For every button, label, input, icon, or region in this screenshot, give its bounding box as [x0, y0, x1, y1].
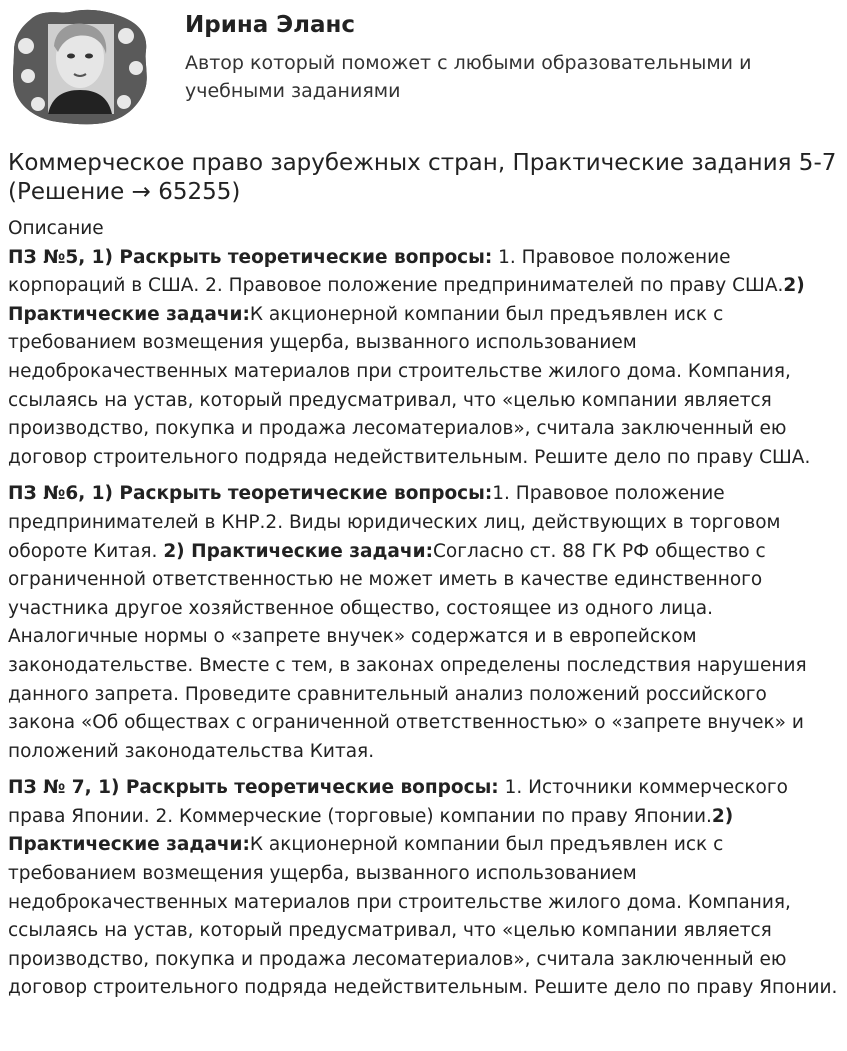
task-theory: 1. Правовое положение предпринимателей в КНР.2. Виды юридических лиц, действующих в торговом обороте Китая.	[8, 483, 781, 562]
task-5	[8, 244, 838, 473]
author-header	[0, 0, 847, 135]
task-practice-heading: 2) Практические задачи:	[8, 275, 805, 325]
author-description: Автор который поможет с любыми образовательными и учебными заданиями	[185, 52, 752, 102]
page-title: Коммерческое право зарубежных стран, Практические задания 5-7 (Решение → 65255)	[8, 150, 837, 205]
task-heading: ПЗ №6, 1) Раскрыть теоретические вопросы:	[8, 483, 493, 505]
description-content	[8, 215, 838, 1011]
task-practice: К акционерной компании был предъявлен иск с требованием возмещения ущерба, вызванного использованием недоброкачественных материалов при строительстве жилого дома. Компания, ссылаясь на устав, который предусматривал, что «целью компании является производство, покупка и продажа лесоматериалов», считала заключенный ею договор строительного подряда недействительным. Решите дело по праву США.	[8, 303, 811, 468]
task-theory: 1. Правовое положение корпораций в США. 2. Правовое положение предпринимателей по праву США.	[8, 246, 784, 297]
task-practice-heading: 2) Практические задачи:	[163, 540, 433, 562]
task-practice-heading: 2) Практические задачи:	[8, 805, 734, 856]
task-6	[8, 480, 838, 766]
task-heading: ПЗ №5, 1) Раскрыть теоретические вопросы:	[8, 246, 493, 268]
task-practice: К акционерной компании был предъявлен иск с требованием возмещения ущерба, вызванного использованием недоброкачественных материалов при строительстве жилого дома. Компания, ссылаясь на устав, который предусматривал, что «целью компании является производство, покупка и продажа лесоматериалов», считала заключенный ею договор строительного подряда недействительным. Решите дело по праву Японии.	[8, 834, 838, 999]
section-label: Описание	[8, 218, 104, 239]
task-7	[8, 774, 838, 1003]
author-avatar	[8, 6, 152, 128]
task-heading: ПЗ № 7, 1) Раскрыть теоретические вопросы:	[8, 777, 499, 799]
task-theory: 1. Источники коммерческого права Японии. 2. Коммерческие (торговые) компании по праву Японии.	[8, 777, 788, 827]
author-name: Ирина Эланс	[185, 12, 356, 38]
task-practice: Согласно ст. 88 ГК РФ общество с ограниченной ответственностью не может иметь в качестве единственного участника другое хозяйственное общество, состоящее из одного лица. Аналогичные нормы о «запрете внучек» содержатся и в европейском законодательстве. Вместе с тем, в законах определены последствия нарушения данного запрета. Проведите сравнительный анализ положений российского закона «Об обществах с ограниченной ответственностью» о «запрете внучек» и положений законодательства Китая.	[8, 540, 807, 762]
